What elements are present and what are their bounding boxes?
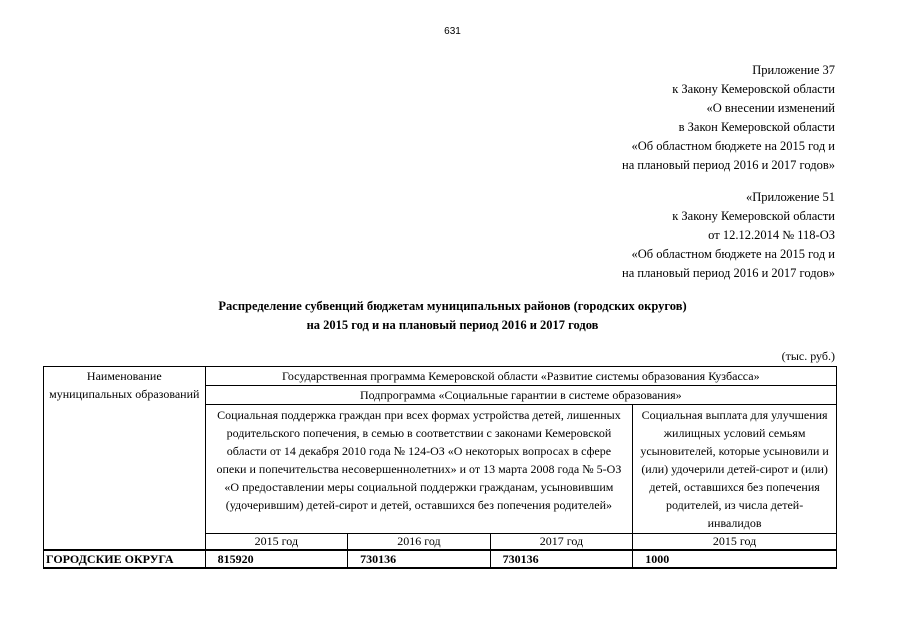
column-group-social-support: Социальная поддержка граждан при всех формах устройства детей, лишенных родительского попечения, в семью в соответствии с законами Кемеровской области от 14 декабря 2010 года № 124-ОЗ «О некоторых вопросах в сфере опеки и попечительства несовершеннолетних» и от 13 марта 2008 года № 5-ОЗ «О предоставлении меры социальной поддержки гражданам, усыновившим (удочерившим) детей-сирот и детей, оставшихся без попечения родителей»: [205, 405, 633, 534]
appendix-header-line: на плановый период 2016 и 2017 годов»: [622, 158, 835, 172]
value-cell: 1000: [633, 550, 837, 568]
appendix-original-line: к Закону Кемеровской области: [672, 209, 835, 223]
value-cell: 815920: [205, 550, 348, 568]
appendix-header-line: «Об областном бюджете на 2015 год и: [631, 139, 835, 153]
title-line: Распределение субвенций бюджетам муниципальных районов (городских округов): [218, 299, 687, 313]
year-header: 2017 год: [490, 534, 633, 551]
program-header: Государственная программа Кемеровской области «Развитие системы образования Кузбасса»: [205, 367, 836, 386]
table-row: [44, 550, 837, 568]
year-header: 2015 год: [205, 534, 348, 551]
municipality-name: ГОРОДСКИЕ ОКРУГА: [44, 550, 206, 568]
year-header: 2015 год: [633, 534, 837, 551]
column-group-housing-payment: Социальная выплата для улучшения жилищных условий семьям усыновителей, которые усыновили и (или) удочерили детей-сирот и (или) детей, оставшихся без попечения родителей, из числа детей-инвалидов: [633, 405, 837, 534]
municipality-header: Наименование муниципальных образований: [44, 367, 206, 551]
appendix-original-line: от 12.12.2014 № 118-ОЗ: [708, 228, 835, 242]
appendix-original-line: «Об областном бюджете на 2015 год и: [631, 247, 835, 261]
document-title: [0, 297, 905, 335]
program-row: [44, 367, 837, 386]
page-number: 631: [444, 26, 461, 37]
appendix-original-line: «Приложение 51: [746, 190, 835, 204]
subprogram-header: Подпрограмма «Социальные гарантии в системе образования»: [205, 386, 836, 405]
value-cell: 730136: [490, 550, 633, 568]
appendix-header-line: к Закону Кемеровской области: [672, 82, 835, 96]
title-line: на 2015 год и на плановый период 2016 и 2017 годов: [306, 318, 599, 332]
appendix-original: [622, 188, 835, 283]
appendix-header-line: Приложение 37: [752, 63, 835, 77]
subventions-table: [43, 366, 837, 569]
value-cell: 730136: [348, 550, 491, 568]
appendix-original-line: на плановый период 2016 и 2017 годов»: [622, 266, 835, 280]
units-label: (тыс. руб.): [781, 349, 835, 363]
appendix-header-line: «О внесении изменений: [706, 101, 835, 115]
appendix-header-line: в Закон Кемеровской области: [678, 120, 835, 134]
appendix-header: [622, 61, 835, 175]
year-header: 2016 год: [348, 534, 491, 551]
